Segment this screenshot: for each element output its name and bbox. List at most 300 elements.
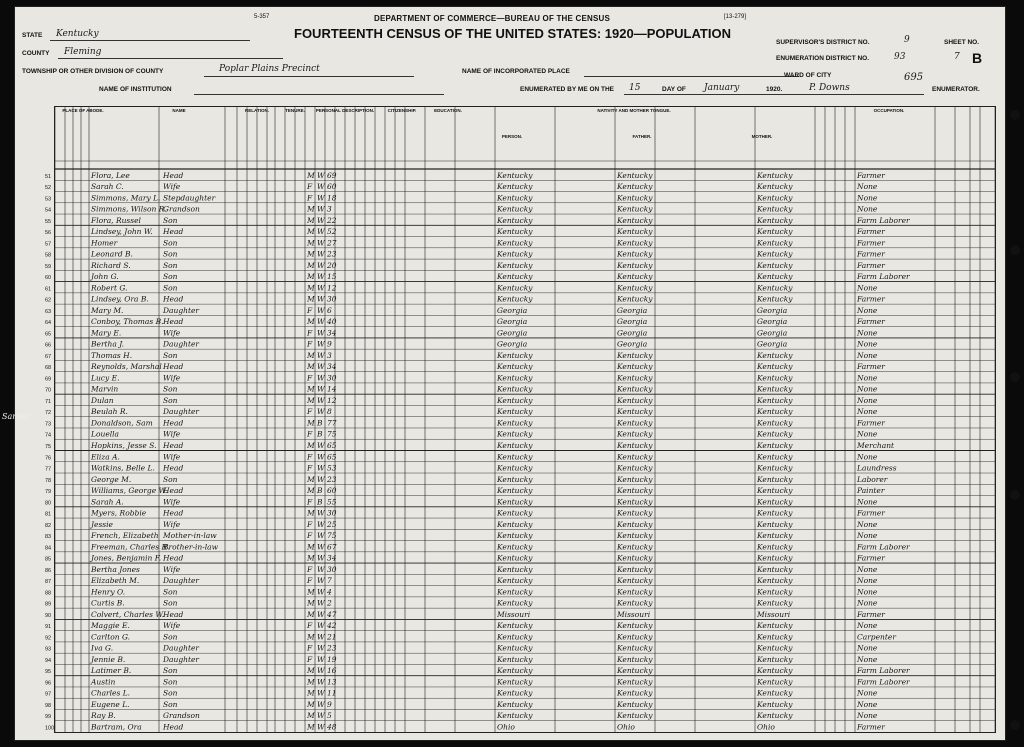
cell-sex: M [307,441,315,450]
cell-age: 5 [327,711,332,721]
sheet-label: SHEET NO. [944,39,980,46]
cell-father-birthplace: Kentucky [617,452,653,462]
cell-age: 34 [327,328,337,338]
cell-occupation: Laundress [857,463,897,473]
cell-mother-birthplace: Kentucky [757,373,793,383]
cell-mother-birthplace: Georgia [757,317,788,327]
row-number: 61 [45,286,52,293]
cell-age: 9 [327,699,332,709]
cell-birthplace: Kentucky [497,260,533,270]
cell-mother-birthplace: Kentucky [757,688,793,698]
enumerated-month: January [704,83,740,93]
cell-father-birthplace: Kentucky [617,677,653,687]
cell-birthplace: Kentucky [497,350,533,360]
cell-relation: Brother-in-law [163,542,219,552]
cell-father-birthplace: Kentucky [617,519,653,529]
cell-father-birthplace: Kentucky [617,666,653,676]
cell-birthplace: Kentucky [497,429,533,439]
cell-color: W [317,587,325,597]
cell-father-birthplace: Kentucky [617,542,653,552]
cell-relation: Son [163,215,178,225]
cell-name: Freeman, Charles R. [91,542,170,552]
cell-relation: Head [163,486,184,496]
cell-occupation: Merchant [857,441,895,450]
cell-relation: Son [163,632,178,642]
cell-relation: Wife [163,452,181,462]
cell-mother-birthplace: Kentucky [757,170,793,180]
colgroup-occupation: OCCUPATION. [873,108,905,113]
cell-age: 30 [327,508,337,518]
colgroup-name: NAME [172,108,186,113]
cell-color: W [317,249,325,259]
cell-mother-birthplace: Kentucky [757,395,793,405]
cell-color: W [317,328,325,338]
cell-mother-birthplace: Kentucky [757,429,793,439]
cell-sex: M [307,632,315,642]
cell-color: W [317,531,325,541]
cell-relation: Wife [163,621,181,631]
cell-sex: M [307,238,315,248]
cell-sex: M [307,260,315,270]
cell-name: Richard S. [91,260,131,270]
cell-color: W [317,204,325,214]
cell-birthplace: Kentucky [497,238,533,248]
cell-relation: Son [163,249,178,259]
cell-relation: Head [163,170,184,180]
department-heading: DEPARTMENT OF COMMERCE—BUREAU OF THE CENSUS [374,14,611,23]
cell-name: Sarah C. [91,182,124,192]
cell-mother-birthplace: Georgia [757,305,788,315]
cell-relation: Daughter [163,339,199,349]
cell-age: 23 [327,249,337,259]
cell-age: 55 [327,497,337,507]
cell-occupation: Farmer [857,249,885,259]
cell-birthplace: Kentucky [497,553,533,563]
cell-occupation: None [857,204,878,214]
cell-relation: Son [163,666,178,676]
cell-name: Thomas H. [91,350,133,360]
cell-father-birthplace: Kentucky [617,711,653,721]
cell-sex: F [307,339,313,349]
cell-father-birthplace: Kentucky [617,362,653,372]
cell-father-birthplace: Kentucky [617,632,653,642]
cell-mother-birthplace: Kentucky [757,564,793,574]
cell-sex: M [307,249,315,259]
cell-name: Flora, Russel [91,215,141,225]
cell-relation: Son [163,283,178,293]
cell-relation: Wife [163,519,181,529]
cell-mother-birthplace: Kentucky [757,553,793,563]
cell-relation: Daughter [163,305,199,315]
cell-age: 3 [327,350,332,360]
cell-father-birthplace: Kentucky [617,553,653,563]
cell-occupation: None [857,621,878,631]
cell-birthplace: Kentucky [497,519,533,529]
cell-sex: F [307,654,313,664]
cell-relation: Grandson [163,711,200,721]
cell-color: W [317,215,325,225]
cell-birthplace: Kentucky [497,384,533,394]
cell-mother-birthplace: Kentucky [757,711,793,721]
cell-father-birthplace: Kentucky [617,688,653,698]
cell-mother-birthplace: Kentucky [757,294,793,304]
cell-name: Bertha J. [91,339,125,349]
cell-age: 65 [327,441,337,450]
cell-name: Lindsey, John W. [91,227,153,237]
cell-birthplace: Kentucky [497,542,533,552]
cell-age: 14 [327,384,337,394]
cell-name: Williams, George W. [91,486,168,496]
cell-birthplace: Georgia [497,305,528,315]
cell-age: 19 [327,654,337,664]
cell-occupation: Farmer [857,227,885,237]
row-number: 98 [45,702,52,709]
cell-sex: F [307,531,313,541]
margin-note: Sambo [2,412,30,421]
cell-sex: M [307,384,315,394]
cell-occupation: None [857,688,878,698]
cell-sex: F [307,463,313,473]
cell-occupation: None [857,576,878,586]
cell-sex: M [307,272,315,282]
cell-sex: M [307,699,315,709]
cell-relation: Wife [163,564,181,574]
cell-birthplace: Kentucky [497,666,533,676]
cell-occupation: None [857,350,878,360]
cell-birthplace: Kentucky [497,362,533,372]
cell-birthplace: Kentucky [497,463,533,473]
row-number: 54 [45,207,52,214]
cell-father-birthplace: Kentucky [617,407,653,417]
cell-sex: M [307,395,315,405]
cell-occupation: None [857,182,878,192]
cell-mother-birthplace: Kentucky [757,249,793,259]
row-number: 65 [45,331,52,338]
cell-color: W [317,677,325,687]
cell-name: Dulan [91,395,114,405]
cell-mother-birthplace: Kentucky [757,272,793,282]
cell-mother-birthplace: Kentucky [757,621,793,631]
cell-father-birthplace: Georgia [617,305,648,315]
cell-age: 11 [327,688,337,698]
cell-birthplace: Georgia [497,339,528,349]
cell-mother-birthplace: Kentucky [757,463,793,473]
row-number: 68 [45,365,52,372]
enumerator-label: ENUMERATOR. [932,86,980,93]
cell-sex: M [307,688,315,698]
cell-mother-birthplace: Kentucky [757,508,793,518]
row-number: 71 [45,398,52,405]
cell-sex: M [307,486,315,496]
cell-father-birthplace: Kentucky [617,531,653,541]
cell-color: W [317,643,325,653]
cell-mother-birthplace: Kentucky [757,204,793,214]
cell-color: W [317,553,325,563]
binding-hole [1010,245,1020,255]
cell-mother-birthplace: Kentucky [757,699,793,709]
cell-name: George M. [91,474,132,484]
cell-occupation: Farm Laborer [857,272,910,282]
cell-sex: M [307,362,315,372]
cell-occupation: None [857,328,878,338]
cell-name: Charles L. [91,688,131,698]
cell-relation: Head [163,294,184,304]
supervisor-label: SUPERVISOR'S DISTRICT NO. [776,39,870,46]
cell-occupation: None [857,654,878,664]
cell-occupation: Farm Laborer [857,666,910,676]
cell-father-birthplace: Kentucky [617,418,653,428]
cell-name: Jennie B. [91,654,126,664]
cell-birthplace: Kentucky [497,497,533,507]
enumerator-value: P. Downs [809,83,850,93]
cell-color: W [317,170,325,180]
cell-age: 34 [327,553,337,563]
cell-father-birthplace: Kentucky [617,227,653,237]
row-number: 66 [45,342,52,349]
state-value: Kentucky [56,29,99,39]
cell-birthplace: Kentucky [497,452,533,462]
cell-age: 21 [327,632,337,642]
cell-sex: M [307,350,315,360]
cell-relation: Son [163,474,178,484]
cell-father-birthplace: Kentucky [617,182,653,192]
form-number: 5-357 [254,14,270,20]
cell-mother-birthplace: Kentucky [757,407,793,417]
cell-sex: M [307,294,315,304]
cell-color: W [317,711,325,721]
cell-mother-birthplace: Kentucky [757,283,793,293]
cell-age: 65 [327,452,337,462]
row-number: 77 [45,466,52,473]
cell-father-birthplace: Kentucky [617,621,653,631]
colgroup-citizenship: CITIZENSHIP. [387,108,417,113]
cell-mother-birthplace: Kentucky [757,531,793,541]
cell-birthplace: Georgia [497,328,528,338]
row-number: 67 [45,353,52,360]
cell-color: W [317,722,325,732]
cell-mother-birthplace: Kentucky [757,497,793,507]
cell-mother-birthplace: Kentucky [757,654,793,664]
cell-mother-birthplace: Kentucky [757,350,793,360]
cell-relation: Stepdaughter [163,193,216,203]
cell-color: W [317,227,325,237]
nativity-mother: MOTHER. [751,134,773,139]
cell-birthplace: Kentucky [497,418,533,428]
cell-mother-birthplace: Kentucky [757,362,793,372]
row-number: 72 [45,410,52,417]
cell-birthplace: Kentucky [497,373,533,383]
cell-name: Simmons, Mary L. [91,193,161,203]
cell-sex: M [307,204,315,214]
cell-father-birthplace: Georgia [617,328,648,338]
cell-color: W [317,384,325,394]
cell-birthplace: Kentucky [497,272,533,282]
cell-mother-birthplace: Kentucky [757,418,793,428]
row-number: 96 [45,680,52,687]
cell-father-birthplace: Kentucky [617,486,653,496]
cell-occupation: Farmer [857,238,885,248]
row-number: 97 [45,691,52,698]
cell-mother-birthplace: Kentucky [757,474,793,484]
cell-birthplace: Kentucky [497,204,533,214]
cell-age: 67 [327,542,337,552]
cell-mother-birthplace: Kentucky [757,452,793,462]
cell-relation: Head [163,553,184,563]
cell-sex: F [307,497,313,507]
cell-sex: M [307,227,315,237]
cell-age: 30 [327,294,337,304]
row-number: 88 [45,590,52,597]
cell-age: 77 [327,418,337,428]
cell-age: 30 [327,564,337,574]
row-number: 69 [45,376,52,383]
cell-birthplace: Kentucky [497,654,533,664]
cell-age: 47 [327,609,337,619]
place-label: NAME OF INCORPORATED PLACE [462,68,570,75]
row-number: 59 [45,263,52,270]
cell-occupation: None [857,587,878,597]
cell-name: Robert G. [91,283,128,293]
cell-name: Austin [91,677,116,687]
cell-mother-birthplace: Kentucky [757,643,793,653]
cell-age: 23 [327,474,337,484]
cell-birthplace: Ohio [497,722,515,732]
cell-name: Hopkins, Jesse S. [91,441,157,450]
cell-mother-birthplace: Georgia [757,328,788,338]
cell-sex: F [307,328,313,338]
cell-sex: M [307,474,315,484]
cell-age: 9 [327,339,332,349]
township-value: Poplar Plains Precinct [219,64,320,74]
cell-sex: M [307,317,315,327]
cell-father-birthplace: Missouri [617,609,651,619]
county-label: COUNTY [22,50,50,57]
row-number: 51 [45,173,52,180]
row-number: 90 [45,612,52,619]
cell-occupation: Laborer [857,474,888,484]
cell-name: Myers, Robbie [91,508,147,518]
cell-sex: F [307,182,313,192]
cell-color: W [317,395,325,405]
cell-color: W [317,474,325,484]
cell-sex: F [307,373,313,383]
cell-sex: M [307,215,315,225]
cell-father-birthplace: Kentucky [617,294,653,304]
cell-father-birthplace: Kentucky [617,643,653,653]
cell-father-birthplace: Kentucky [617,564,653,574]
cell-name: Mary M. [91,305,124,315]
cell-father-birthplace: Ohio [617,722,635,732]
cell-name: Sarah A. [91,497,124,507]
cell-relation: Mother-in-law [163,531,217,541]
cell-father-birthplace: Kentucky [617,587,653,597]
cell-color: W [317,598,325,608]
row-number: 89 [45,601,52,608]
cell-mother-birthplace: Kentucky [757,182,793,192]
cell-mother-birthplace: Kentucky [757,384,793,394]
cell-birthplace: Kentucky [497,598,533,608]
row-number: 70 [45,387,52,394]
cell-occupation: Painter [857,486,885,496]
cell-color: W [317,519,325,529]
cell-age: 53 [327,463,337,473]
cell-occupation: None [857,711,878,721]
township-label: TOWNSHIP OR OTHER DIVISION OF COUNTY [22,68,164,75]
cell-mother-birthplace: Kentucky [757,598,793,608]
cell-sex: F [307,643,313,653]
cell-mother-birthplace: Kentucky [757,441,793,450]
state-label: STATE [22,32,43,39]
cell-name: Leonard B. [91,249,133,259]
row-number: 74 [45,432,52,439]
cell-father-birthplace: Kentucky [617,699,653,709]
row-number: 94 [45,657,52,664]
cell-father-birthplace: Kentucky [617,654,653,664]
cell-color: W [317,294,325,304]
cell-occupation: None [857,564,878,574]
county-value: Fleming [64,47,102,57]
cell-birthplace: Kentucky [497,699,533,709]
cell-occupation: Farm Laborer [857,542,910,552]
cell-name: Marvin [91,384,119,394]
cell-age: 60 [327,182,337,192]
cell-mother-birthplace: Kentucky [757,215,793,225]
nativity-person: PERSON. [501,134,523,139]
cell-name: French, Elizabeth [91,531,159,541]
sheet-value: 7 [954,52,960,62]
cell-name: Colvert, Charles W. [91,609,165,619]
cell-sex: M [307,418,315,428]
cell-birthplace: Kentucky [497,215,533,225]
row-number: 100 [45,725,55,732]
cell-sex: M [307,609,315,619]
cell-name: Curtis B. [91,598,125,608]
row-number: 78 [45,477,52,484]
cell-name: Carlton G. [91,632,131,642]
cell-father-birthplace: Kentucky [617,238,653,248]
cell-birthplace: Kentucky [497,621,533,631]
cell-name: Simmons, Wilson R. [91,204,167,214]
cell-color: W [317,407,325,417]
colgroup-tenure: TENURE. [285,108,305,113]
row-number: 60 [45,275,52,282]
cell-occupation: None [857,407,878,417]
cell-birthplace: Kentucky [497,677,533,687]
cell-mother-birthplace: Kentucky [757,486,793,496]
cell-sex: F [307,452,313,462]
cell-occupation: Carpenter [857,632,896,642]
cell-relation: Son [163,272,178,282]
cell-name: Bartram, Ora [91,722,142,732]
cell-name: Beulah R. [91,407,128,417]
cell-age: 15 [327,272,337,282]
row-number: 87 [45,579,52,586]
cell-mother-birthplace: Kentucky [757,587,793,597]
row-number: 75 [45,444,52,450]
cell-age: 6 [327,305,332,315]
cell-age: 30 [327,373,337,383]
colgroup-education: EDUCATION. [434,108,462,113]
cell-age: 22 [327,215,337,225]
cell-relation: Head [163,441,184,450]
cell-age: 52 [327,227,337,237]
row-number: 95 [45,669,52,676]
cell-age: 18 [327,193,337,203]
institution-label: NAME OF INSTITUTION [99,86,172,93]
cell-birthplace: Kentucky [497,193,533,203]
cell-father-birthplace: Kentucky [617,272,653,282]
cell-birthplace: Kentucky [497,170,533,180]
